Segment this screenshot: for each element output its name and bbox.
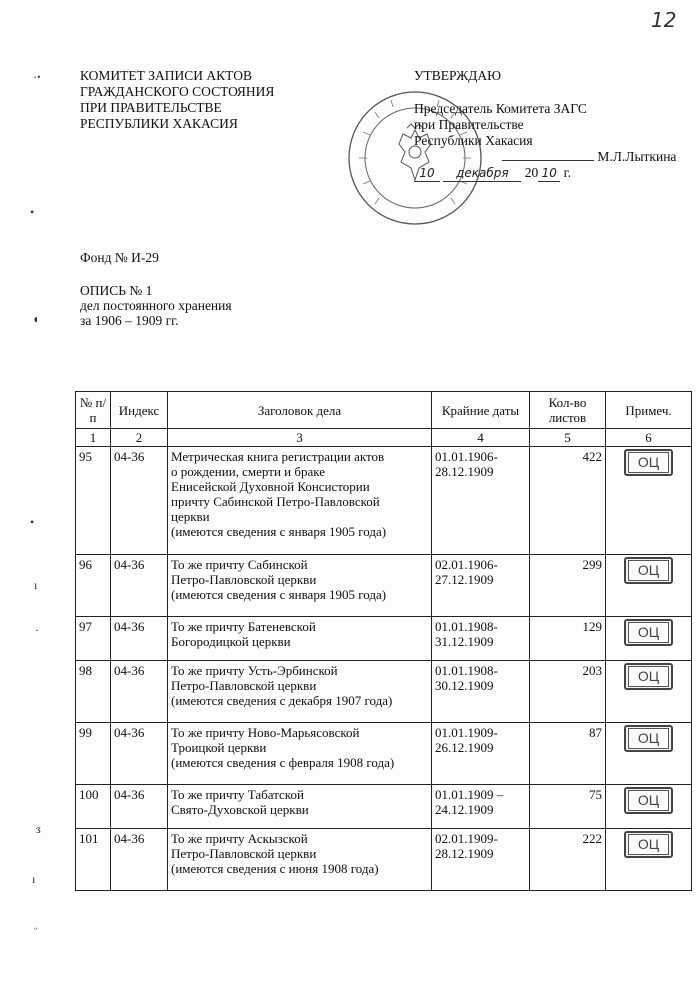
row-dates (432, 617, 530, 661)
oc-stamp (624, 787, 673, 814)
approval-position-line: Председатель Комитета ЗАГС (414, 101, 587, 116)
row-title (168, 555, 432, 617)
row-note (606, 661, 692, 723)
row-index: 04-36 (111, 785, 168, 829)
table-row (76, 447, 692, 555)
row-index: 04-36 (111, 617, 168, 661)
row-dates (432, 785, 530, 829)
row-title-line: (имеются сведения с января 1905 года) (171, 524, 387, 539)
scan-mark: ◖ (32, 312, 40, 326)
row-date-line: 31.12.1909 (435, 634, 494, 649)
table-row (76, 661, 692, 723)
oc-stamp-text: ОЦ (628, 728, 669, 749)
oc-stamp-text: ОЦ (628, 452, 669, 473)
oc-stamp-text: ОЦ (628, 834, 669, 855)
oc-stamp (624, 725, 673, 752)
table-row (76, 785, 692, 829)
row-title-line: (имеются сведения с февраля 1908 года) (171, 755, 395, 770)
oc-stamp (624, 557, 673, 584)
inventory-table (75, 391, 692, 891)
row-note (606, 617, 692, 661)
column-number: 4 (432, 429, 530, 447)
row-number: 101 (76, 829, 111, 891)
committee-name (80, 68, 340, 132)
row-number: 100 (76, 785, 111, 829)
row-title-line: Троицкой церкви (171, 740, 267, 755)
row-note (606, 555, 692, 617)
row-date-line: 02.01.1909- (435, 831, 498, 846)
row-date-line: 01.01.1908- (435, 619, 498, 634)
inventory-title (80, 283, 232, 328)
date-month: декабря (443, 165, 521, 182)
date-year: 10 (538, 165, 560, 182)
row-date-line: 01.01.1909 – (435, 787, 504, 802)
scan-mark: ı (32, 872, 36, 886)
inventory-title-line: ОПИСЬ № 1 (80, 283, 153, 298)
date-suffix: г. (563, 165, 572, 180)
row-date-line: 27.12.1909 (435, 572, 494, 587)
row-number: 97 (76, 617, 111, 661)
table-row (76, 829, 692, 891)
row-title (168, 661, 432, 723)
row-number: 95 (76, 447, 111, 555)
oc-stamp-text: ОЦ (628, 560, 669, 581)
row-note (606, 723, 692, 785)
row-title (168, 447, 432, 555)
row-sheet-count: 129 (530, 617, 606, 661)
scan-mark: ·ꞏ (33, 70, 41, 84)
header-sheets: Кол-во листов (530, 392, 606, 429)
scan-mark: ᵕ (34, 922, 38, 936)
header-title: Заголовок дела (168, 392, 432, 429)
row-title (168, 723, 432, 785)
row-note (606, 829, 692, 891)
scan-mark: • (30, 205, 35, 219)
committee-line: ГРАЖДАНСКОГО СОСТОЯНИЯ (80, 84, 275, 99)
row-title-line: (имеются сведения с июня 1908 года) (171, 861, 379, 876)
row-date-line: 02.01.1906- (435, 557, 498, 572)
approval-position-line: Республики Хакасия (414, 133, 533, 148)
oc-stamp (624, 449, 673, 476)
row-number: 99 (76, 723, 111, 785)
column-number: 3 (168, 429, 432, 447)
column-number: 5 (530, 429, 606, 447)
row-sheet-count: 87 (530, 723, 606, 785)
row-title-line: Енисейской Духовной Консистории (171, 479, 370, 494)
scan-mark: · (35, 623, 39, 637)
row-title-line: То же причту Усть-Эрбинской (171, 663, 338, 678)
column-number-row (76, 429, 692, 447)
scan-mark: • (30, 515, 35, 529)
approval-position-line: при Правительстве (414, 117, 524, 132)
row-note (606, 785, 692, 829)
row-date-line: 28.12.1909 (435, 846, 494, 861)
date-century: 20 (524, 165, 539, 180)
row-date-line: 26.12.1909 (435, 740, 494, 755)
header-index: Индекс (111, 392, 168, 429)
row-title-line: То же причту Батеневской (171, 619, 316, 634)
signer-name: М.Л.Лыткина (597, 149, 677, 164)
row-title-line: Богородицкой церкви (171, 634, 291, 649)
row-index: 04-36 (111, 723, 168, 785)
row-sheet-count: 75 (530, 785, 606, 829)
row-title-line: церкви (171, 509, 210, 524)
column-number: 2 (111, 429, 168, 447)
committee-line: РЕСПУБЛИКИ ХАКАСИЯ (80, 116, 238, 131)
oc-stamp (624, 619, 673, 646)
oc-stamp-text: ОЦ (628, 622, 669, 643)
row-title-line: о рождении, смерти и браке (171, 464, 326, 479)
fond-number: Фонд № И-29 (80, 250, 159, 265)
row-index: 04-36 (111, 447, 168, 555)
row-title-line: То же причту Табатской (171, 787, 304, 802)
row-title (168, 785, 432, 829)
scan-mark: ᴣ (36, 822, 41, 836)
row-title-line: Петро-Павловской церкви (171, 678, 317, 693)
table-header-row (76, 392, 692, 429)
committee-line: КОМИТЕТ ЗАПИСИ АКТОВ (80, 68, 252, 83)
row-number: 96 (76, 555, 111, 617)
date-day: 10 (414, 165, 440, 182)
page-number: 12 (651, 8, 677, 32)
signature-line (414, 149, 694, 165)
header-notes: Примеч. (606, 392, 692, 429)
scan-mark: ı (34, 578, 38, 592)
row-note (606, 447, 692, 555)
row-title (168, 617, 432, 661)
approval-heading: УТВЕРЖДАЮ (414, 68, 502, 83)
row-dates (432, 447, 530, 555)
table-row (76, 617, 692, 661)
row-title-line: Петро-Павловской церкви (171, 572, 317, 587)
oc-stamp (624, 831, 673, 858)
row-title-line: (имеются сведения с декабря 1907 года) (171, 693, 393, 708)
row-date-line: 01.01.1908- (435, 663, 498, 678)
row-title-line: причту Сабинской Петро-Павловской (171, 494, 380, 509)
column-number: 6 (606, 429, 692, 447)
row-title-line: То же причту Аскызской (171, 831, 308, 846)
row-index: 04-36 (111, 555, 168, 617)
row-sheet-count: 299 (530, 555, 606, 617)
inventory-title-line: за 1906 – 1909 гг. (80, 313, 179, 328)
inventory-title-line: дел постоянного хранения (80, 298, 232, 313)
row-title-line: Метрическая книга регистрации актов (171, 449, 385, 464)
row-dates (432, 555, 530, 617)
row-index: 04-36 (111, 661, 168, 723)
row-sheet-count: 203 (530, 661, 606, 723)
oc-stamp-text: ОЦ (628, 666, 669, 687)
oc-stamp-text: ОЦ (628, 790, 669, 811)
row-index: 04-36 (111, 829, 168, 891)
row-date-line: 01.01.1909- (435, 725, 498, 740)
row-number: 98 (76, 661, 111, 723)
row-title-line: (имеются сведения с января 1905 года) (171, 587, 387, 602)
table-row (76, 723, 692, 785)
row-dates (432, 723, 530, 785)
header-num: № п/п (76, 392, 111, 429)
row-dates (432, 829, 530, 891)
row-title (168, 829, 432, 891)
row-title-line: То же причту Сабинской (171, 557, 308, 572)
row-sheet-count: 222 (530, 829, 606, 891)
oc-stamp (624, 663, 673, 690)
row-date-line: 01.01.1906- (435, 449, 498, 464)
approval-date (414, 165, 694, 182)
row-dates (432, 661, 530, 723)
row-date-line: 24.12.1909 (435, 802, 494, 817)
table-row (76, 555, 692, 617)
row-date-line: 30.12.1909 (435, 678, 494, 693)
row-title-line: Свято-Духовской церкви (171, 802, 309, 817)
row-sheet-count: 422 (530, 447, 606, 555)
committee-line: ПРИ ПРАВИТЕЛЬСТВЕ (80, 100, 222, 115)
row-title-line: Петро-Павловской церкви (171, 846, 317, 861)
approval-block (414, 68, 694, 182)
column-number: 1 (76, 429, 111, 447)
row-date-line: 28.12.1909 (435, 464, 494, 479)
header-dates: Крайние даты (432, 392, 530, 429)
row-title-line: То же причту Ново-Марьясовской (171, 725, 360, 740)
